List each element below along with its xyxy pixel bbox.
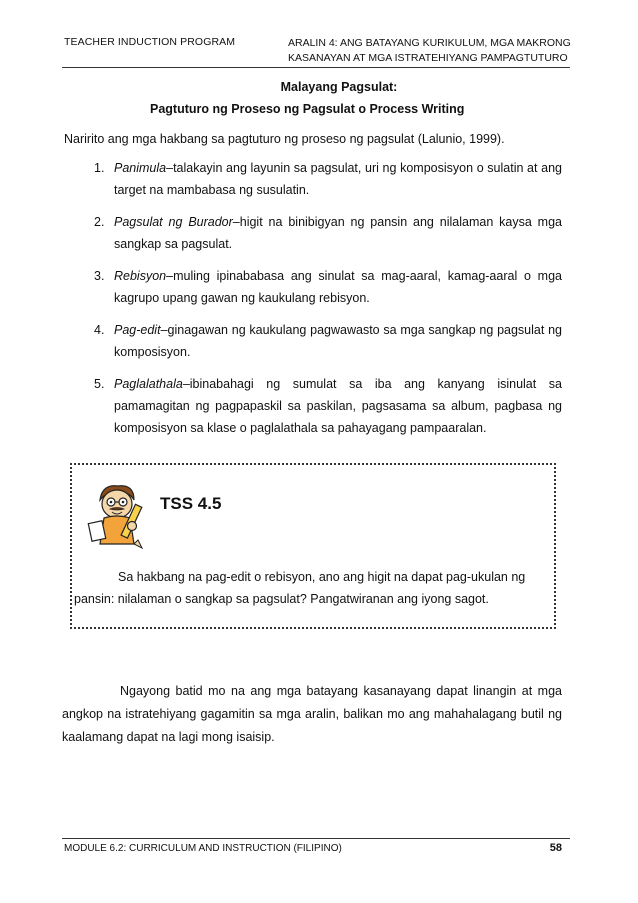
list-item bbox=[94, 157, 562, 201]
tss-label: TSS 4.5 bbox=[160, 494, 222, 513]
step-term: Rebisyon bbox=[114, 269, 167, 283]
step-body bbox=[114, 211, 562, 255]
list-item bbox=[94, 265, 562, 309]
tss-question-line2: pansin: nilalaman o sangkap sa pagsulat? Pangatwiranan ang iyong sagot. bbox=[74, 592, 489, 606]
footer-divider bbox=[62, 838, 570, 839]
step-term: Pag-edit bbox=[114, 323, 161, 337]
step-body bbox=[114, 319, 562, 363]
header-lesson-line2: KASANAYAN AT MGA ISTRATEHIYANG PAMPAGTUTURO bbox=[288, 52, 568, 64]
closing-paragraph: Ngayong batid mo na ang mga batayang kasanayang dapat linangin at mga angkop na istratehiyang gagamitin sa mga aralin, balikan mo ang mahahalagang butil ng kaalamang dapat na lagi mong isaisip. bbox=[62, 684, 562, 744]
page-number: 58 bbox=[549, 842, 562, 854]
list-item bbox=[94, 211, 562, 255]
step-body bbox=[114, 265, 562, 309]
step-number: 2. bbox=[94, 215, 105, 229]
step-number: 1. bbox=[94, 161, 105, 175]
header-divider bbox=[62, 67, 570, 68]
step-body bbox=[114, 373, 562, 439]
step-text: –higit na binibigyan ng pansin ang nilalaman kaysa mga sangkap sa pagsulat. bbox=[114, 215, 563, 251]
step-text: –muling ipinababasa ang sinulat sa mag-aaral, kamag-aaral o mga kagrupo upang gawan ng kaukulang rebisyon. bbox=[114, 269, 562, 305]
step-number: 4. bbox=[94, 323, 105, 337]
step-body bbox=[114, 157, 562, 201]
teacher-cartoon-icon bbox=[82, 478, 154, 550]
intro-text: Naririto ang mga hakbang sa pagtuturo ng proseso ng pagsulat (Lalunio, 1999). bbox=[64, 132, 505, 146]
step-text: –ibinabahagi ng sumulat sa iba ang kanyang isinulat sa pamamagitan ng pagpapaskil sa paskilan, pagsasama sa album, pagbasa ng komposisyon sa klase o paglalathala sa pahayagang pampaaralan. bbox=[114, 377, 562, 435]
list-item bbox=[94, 373, 562, 439]
steps-list bbox=[94, 157, 562, 449]
step-term: Panimula bbox=[114, 161, 167, 175]
section-title: Malayang Pagsulat: bbox=[280, 80, 398, 94]
subtitle: Pagtuturo ng Proseso ng Pagsulat o Process Writing bbox=[150, 102, 465, 116]
step-text: –talakayin ang layunin sa pagsulat, uri ng komposisyon o sulatin at ang target na mambabasa ng susulatin. bbox=[114, 161, 562, 197]
header-lesson-line1: ARALIN 4: ANG BATAYANG KURIKULUM, MGA MAKRONG bbox=[288, 37, 571, 49]
step-text: –ginagawan ng kaukulang pagwawasto sa mga sangkap ng pagsulat ng komposisyon. bbox=[114, 323, 562, 359]
step-term: Pagsulat ng Burador bbox=[114, 215, 233, 229]
tss-question-line1: Sa hakbang na pag-edit o rebisyon, ano ang higit na dapat pag-ukulan ng bbox=[118, 570, 526, 584]
step-term: Paglalathala bbox=[114, 377, 183, 391]
header-program: TEACHER INDUCTION PROGRAM bbox=[64, 36, 236, 48]
step-number: 3. bbox=[94, 269, 105, 283]
step-number: 5. bbox=[94, 377, 105, 391]
header-lesson bbox=[288, 36, 571, 66]
list-item bbox=[94, 319, 562, 363]
footer-module: MODULE 6.2: CURRICULUM AND INSTRUCTION (FILIPINO) bbox=[64, 843, 342, 854]
